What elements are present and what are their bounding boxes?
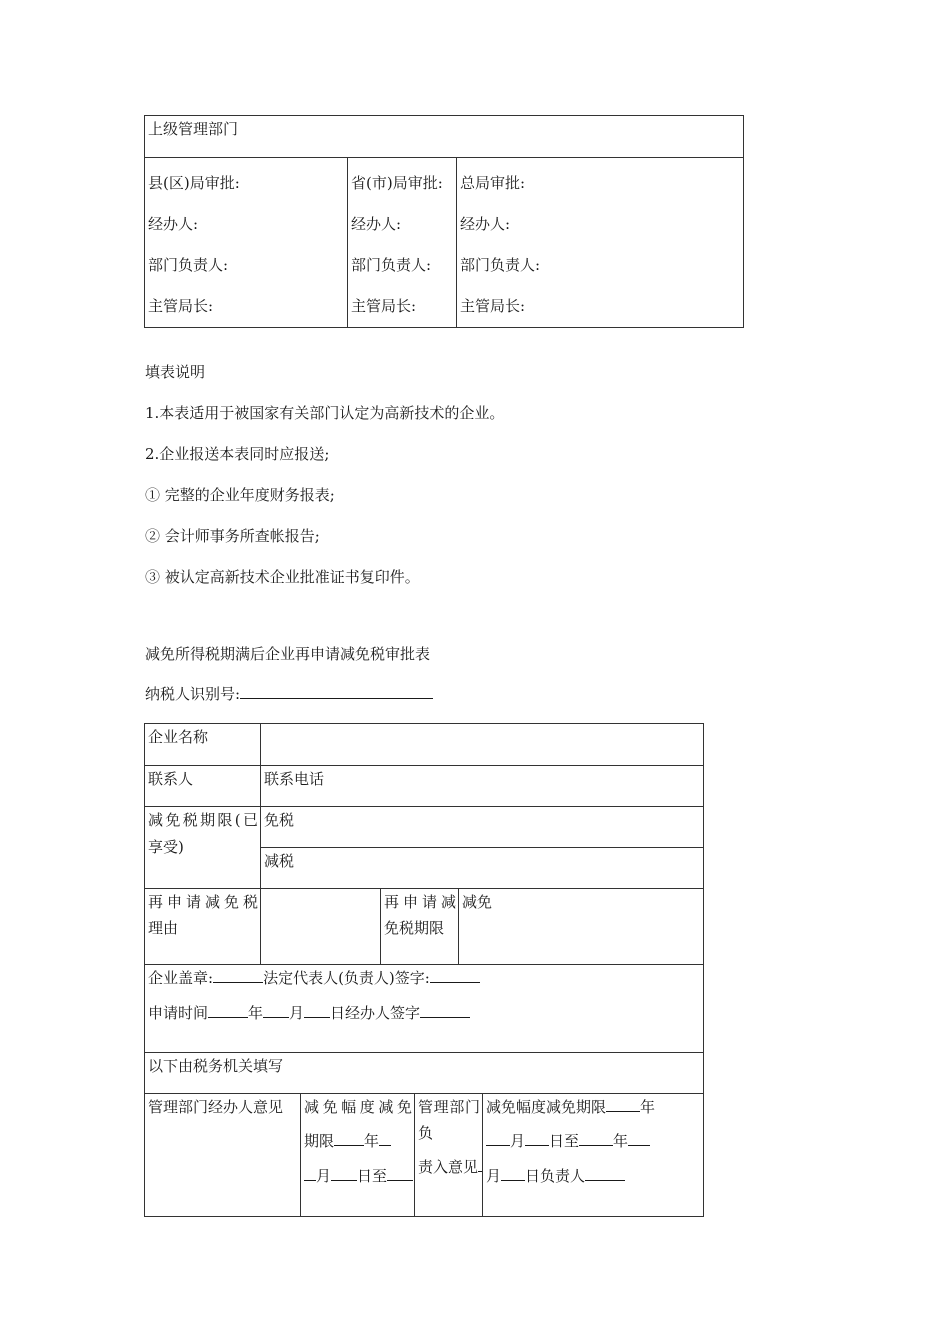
province-director-label: 主管局长: [351,297,417,315]
mgmt-agent-opinion-cell[interactable] [145,1094,301,1217]
range2-end-day-field[interactable] [501,1164,525,1181]
signature-cell [145,965,704,1053]
day-to-label: 日至 [357,1167,388,1185]
reduce-label: 减税 [264,852,295,870]
reduce-exempt-label: 减免 [462,893,493,911]
day-agent-label: 日经办人签字 [330,1004,421,1022]
bureau-dept-head-label: 部门负责人: [460,256,541,274]
contact-label-cell [145,766,261,807]
taxpayer-id-label: 纳税人识别号: [145,685,241,703]
tax-section-header [145,1053,704,1094]
form-title: 减免所得税期满后企业再申请减免税审批表 [145,645,431,663]
reapply-period-label-1: 再申请减 [384,893,456,911]
dept-head-opinion-field[interactable] [478,1155,482,1172]
contact-phone-label: 联系电话 [264,770,325,788]
range-period-cell-2[interactable] [483,1094,704,1217]
apply-time-row [148,985,703,1041]
exempt-label: 免税 [264,811,295,829]
taxpayer-id-field[interactable] [240,682,433,699]
county-director-label: 主管局长: [148,297,214,315]
province-approval-label: 省(市)局审批: [351,174,443,192]
reapply-reason-label-2: 理由 [148,919,179,937]
month-label: 月 [486,1167,502,1185]
apply-month-field[interactable] [263,1001,289,1018]
range-month-field-b[interactable] [304,1164,316,1181]
range-period-label: 减免幅度减免期限 [486,1098,607,1116]
county-approval-cell [145,158,348,328]
reapply-reason-label-cell [145,889,261,965]
bureau-director-label: 主管局长: [460,297,526,315]
year-label: 年 [248,1004,264,1022]
province-agent-label: 经办人: [351,215,402,233]
taxpayer-id-row [145,674,433,715]
province-approval-cell [348,158,457,328]
instructions [145,352,504,598]
exemption-period-label-1: 减免税期限(已 [148,811,258,829]
apply-day-field[interactable] [304,1001,330,1018]
range-label-2: 期限 [304,1132,335,1150]
reapply-form-table [144,723,704,1217]
apply-time-label: 申请时间 [148,1004,209,1022]
reapply-period-field[interactable] [459,889,704,965]
responsible-signature-field[interactable] [585,1164,625,1181]
range-row-3 [304,1161,414,1191]
range-end-field[interactable] [387,1164,413,1181]
dept-head-row-2 [418,1139,482,1195]
approval-table [144,115,744,328]
exempt-field[interactable] [261,807,704,848]
month-label: 月 [510,1132,526,1150]
contact-label: 联系人 [148,770,194,788]
upper-dept-header [145,116,744,158]
upper-dept-label: 上级管理部门 [148,120,239,138]
day-to-label: 日至 [549,1132,580,1150]
county-dept-head-label: 部门负责人: [148,256,229,274]
agent-signature-field[interactable] [420,1001,470,1018]
company-name-field[interactable] [261,724,704,766]
legal-rep-label: 法定代表人(负责人)签字: [263,969,430,987]
reapply-period-label-2: 免税期限 [384,919,445,937]
range-period-cell-1[interactable] [301,1094,415,1217]
range2-end-month-field-a[interactable] [628,1129,650,1146]
reduce-field[interactable] [261,848,704,889]
year-label: 年 [640,1098,656,1116]
range2-day-field[interactable] [525,1129,549,1146]
year-label: 年 [364,1132,380,1150]
exemption-period-label-2: 享受) [148,838,184,856]
dept-head-opinion-label-2: 责入意见 [418,1158,479,1176]
reapply-reason-label-1: 再申请减免税 [148,893,258,911]
range-day-field[interactable] [331,1164,357,1181]
day-responsible-label: 日负责人 [525,1167,586,1185]
tax-section-label: 以下由税务机关填写 [148,1057,284,1075]
company-name-label: 企业名称 [148,728,209,746]
dept-head-opinion-cell[interactable] [415,1094,483,1217]
county-approval-label: 县(区)局审批: [148,174,240,192]
dept-head-opinion-label-1: 管理部门负 [418,1098,480,1142]
reapply-period-label-cell [381,889,459,965]
instructions-title: 填表说明 [145,363,206,381]
instruction-item: ① 完整的企业年度财务报表; [145,486,335,504]
legal-rep-signature-field[interactable] [430,966,480,983]
reapply-reason-field[interactable] [261,889,381,965]
exemption-period-label-cell [145,807,261,889]
bureau-approval-label: 总局审批: [460,174,526,192]
instruction-item: ② 会计师事务所查帐报告; [145,527,320,545]
month-label: 月 [316,1167,332,1185]
mgmt-agent-opinion-label: 管理部门经办人意见 [148,1098,284,1116]
seal-label: 企业盖章: [148,969,214,987]
year-label: 年 [613,1132,629,1150]
instruction-item: ③ 被认定高新技术企业批准证书复印件。 [145,568,420,586]
range-year-field[interactable] [334,1129,364,1146]
contact-phone-field[interactable] [261,766,704,807]
range-month-field-a[interactable] [379,1129,391,1146]
apply-year-field[interactable] [208,1001,248,1018]
range2-month-field[interactable] [486,1129,510,1146]
seal-field[interactable] [213,966,263,983]
province-dept-head-label: 部门负责人: [351,256,432,274]
bureau-approval-cell [457,158,744,328]
range-label-1: 减免幅度减免 [304,1098,412,1116]
bureau-agent-label: 经办人: [460,215,511,233]
instruction-item: 1.本表适用于被国家有关部门认定为高新技术的企业。 [145,404,505,422]
county-agent-label: 经办人: [148,215,199,233]
range2-end-year-field[interactable] [579,1129,613,1146]
company-name-label-cell [145,724,261,766]
instruction-item: 2.企业报送本表同时应报送; [145,445,330,463]
month-label: 月 [289,1004,305,1022]
range-period-row-3 [486,1161,703,1191]
range2-year-field[interactable] [606,1095,640,1112]
